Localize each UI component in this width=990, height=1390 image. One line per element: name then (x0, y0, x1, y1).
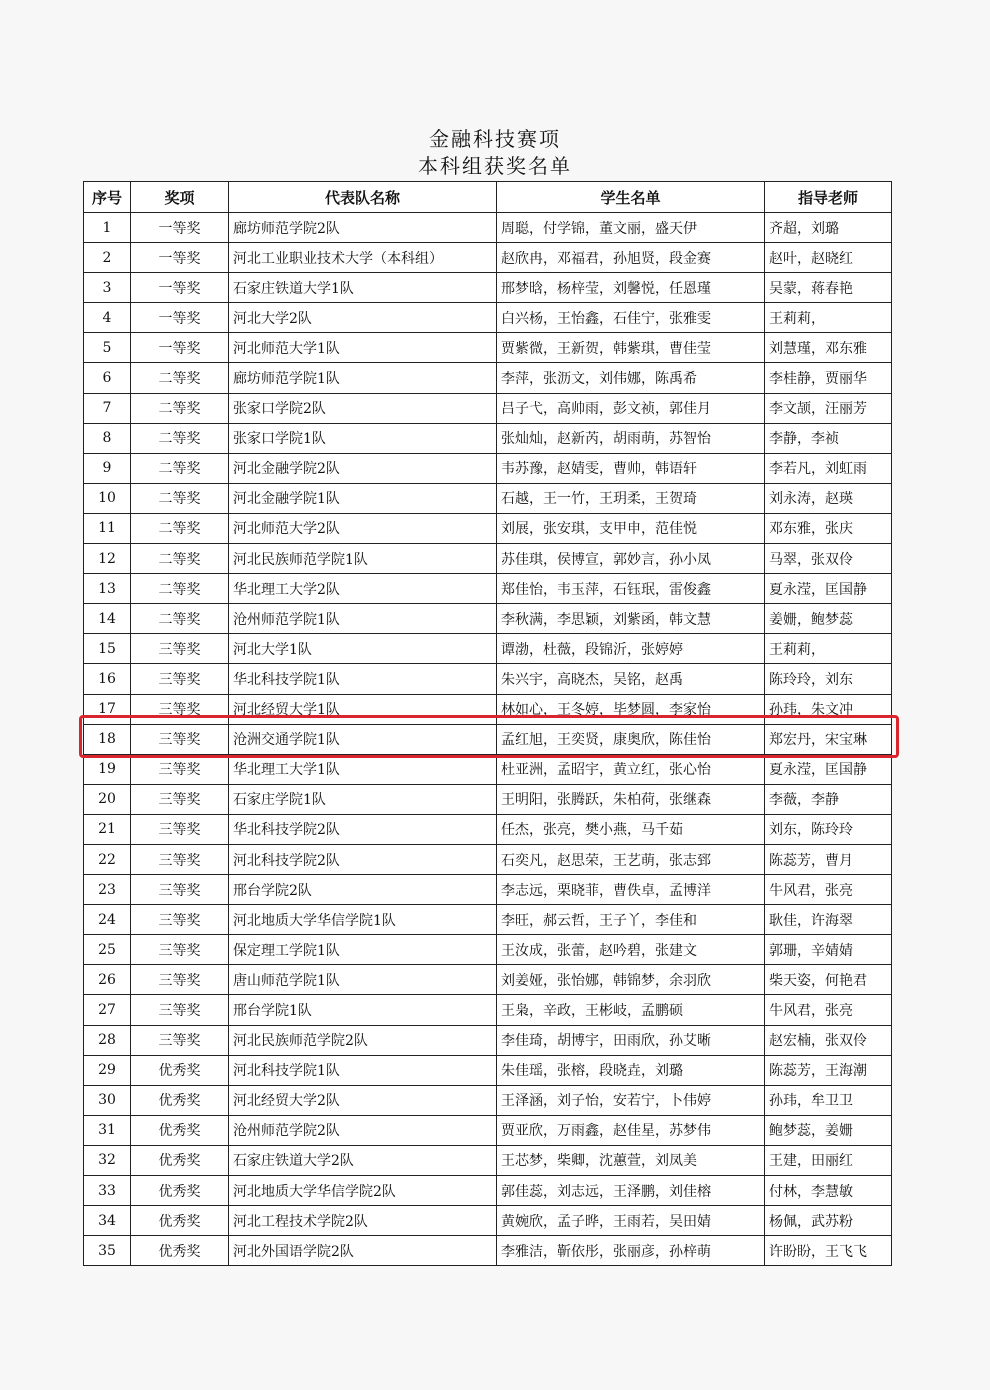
cell-team: 华北科技学院1队 (229, 664, 497, 694)
cell-award: 三等奖 (131, 844, 229, 874)
document-subtitle: 本科组获奖名单 (418, 154, 572, 178)
cell-team: 张家口学院2队 (229, 393, 497, 423)
cell-number: 22 (84, 844, 131, 874)
cell-number: 34 (84, 1206, 131, 1236)
cell-team: 石家庄学院1队 (229, 784, 497, 814)
cell-teachers: 陈玲玲，刘东 (765, 664, 892, 694)
table-row (84, 243, 892, 273)
award-table (83, 181, 892, 1266)
header-teachers: 指导老师 (765, 182, 892, 213)
cell-award: 优秀奖 (131, 1176, 229, 1206)
cell-number: 6 (84, 363, 131, 393)
header-number: 序号 (84, 182, 131, 213)
cell-award: 一等奖 (131, 213, 229, 243)
cell-number: 4 (84, 303, 131, 333)
cell-team: 华北理工大学2队 (229, 574, 497, 604)
cell-number: 28 (84, 1025, 131, 1055)
table-row (84, 423, 892, 453)
cell-teachers: 李薇，李静 (765, 784, 892, 814)
cell-number: 19 (84, 754, 131, 784)
cell-students: 谭渤，杜薇，段锦沂，张婷婷 (497, 634, 765, 664)
cell-award: 三等奖 (131, 634, 229, 664)
cell-award: 三等奖 (131, 814, 229, 844)
cell-teachers: 吴蒙，蒋春艳 (765, 273, 892, 303)
document-title: 金融科技赛项 (429, 127, 561, 151)
cell-students: 邢梦晗，杨梓莹，刘馨悦，任恩瑾 (497, 273, 765, 303)
cell-number: 26 (84, 965, 131, 995)
table-row (84, 995, 892, 1025)
cell-award: 三等奖 (131, 784, 229, 814)
table-row (84, 905, 892, 935)
cell-students: 周聪，付学锦，董文丽，盛天伊 (497, 213, 765, 243)
table-row (84, 393, 892, 423)
cell-students: 刘展，张安琪，支甲申，范佳悦 (497, 513, 765, 543)
cell-award: 一等奖 (131, 303, 229, 333)
cell-award: 优秀奖 (131, 1055, 229, 1085)
cell-number: 15 (84, 634, 131, 664)
cell-number: 8 (84, 423, 131, 453)
table-row (84, 1236, 892, 1266)
cell-teachers: 柴天姿，何艳君 (765, 965, 892, 995)
cell-teachers: 夏永滢，匡国静 (765, 754, 892, 784)
cell-award: 二等奖 (131, 513, 229, 543)
table-row (84, 574, 892, 604)
cell-award: 三等奖 (131, 754, 229, 784)
cell-team: 华北理工大学1队 (229, 754, 497, 784)
table-row (84, 1085, 892, 1115)
table-row (84, 303, 892, 333)
cell-team: 河北外国语学院2队 (229, 1236, 497, 1266)
cell-award: 二等奖 (131, 544, 229, 574)
cell-award: 二等奖 (131, 483, 229, 513)
cell-students: 贾紫微，王新贺，韩紫琪，曹佳莹 (497, 333, 765, 363)
cell-teachers: 王莉莉， (765, 634, 892, 664)
table-row (84, 875, 892, 905)
table-row (84, 724, 892, 754)
cell-students: 郭佳蕊，刘志远，王泽鹏，刘佳榕 (497, 1176, 765, 1206)
cell-students: 赵欣冉，邓福君，孙旭贤，段金赛 (497, 243, 765, 273)
cell-team: 河北大学1队 (229, 634, 497, 664)
table-row (84, 1055, 892, 1085)
cell-team: 石家庄铁道大学2队 (229, 1145, 497, 1175)
cell-award: 二等奖 (131, 393, 229, 423)
header-award: 奖项 (131, 182, 229, 213)
cell-team: 邢台学院1队 (229, 995, 497, 1025)
cell-team: 唐山师范学院1队 (229, 965, 497, 995)
cell-team: 廊坊师范学院1队 (229, 363, 497, 393)
cell-award: 二等奖 (131, 363, 229, 393)
cell-students: 朱兴宇，高晓杰，吴铭，赵禹 (497, 664, 765, 694)
cell-team: 邢台学院2队 (229, 875, 497, 905)
cell-team: 沧州师范学院2队 (229, 1115, 497, 1145)
cell-number: 21 (84, 814, 131, 844)
cell-number: 16 (84, 664, 131, 694)
cell-students: 石越，王一竹，王玥柔，王贺琦 (497, 483, 765, 513)
cell-students: 韦苏豫，赵婧雯，曹帅，韩语轩 (497, 453, 765, 483)
cell-award: 一等奖 (131, 273, 229, 303)
cell-team: 华北科技学院2队 (229, 814, 497, 844)
cell-team: 河北大学2队 (229, 303, 497, 333)
cell-team: 沧洲交通学院1队 (229, 724, 497, 754)
cell-award: 二等奖 (131, 423, 229, 453)
cell-students: 任杰，张亮，樊小燕，马千茹 (497, 814, 765, 844)
cell-students: 李秋满，李思颖，刘紫函，韩文慧 (497, 604, 765, 634)
cell-teachers: 耿佳，许海翠 (765, 905, 892, 935)
table-row (84, 333, 892, 363)
cell-teachers: 夏永滢，匡国静 (765, 574, 892, 604)
cell-number: 32 (84, 1145, 131, 1175)
cell-team: 河北民族师范学院2队 (229, 1025, 497, 1055)
cell-number: 9 (84, 453, 131, 483)
cell-teachers: 李文颉，汪丽芳 (765, 393, 892, 423)
cell-team: 廊坊师范学院2队 (229, 213, 497, 243)
cell-award: 三等奖 (131, 694, 229, 724)
cell-teachers: 齐超，刘璐 (765, 213, 892, 243)
cell-number: 7 (84, 393, 131, 423)
cell-students: 白兴杨，王怡鑫，石佳宁，张雅雯 (497, 303, 765, 333)
cell-team: 河北金融学院1队 (229, 483, 497, 513)
cell-team: 河北工程技术学院2队 (229, 1206, 497, 1236)
cell-number: 11 (84, 513, 131, 543)
cell-students: 贾亚欣，万雨鑫，赵佳星，苏梦伟 (497, 1115, 765, 1145)
cell-students: 孟红旭，王奕贤，康奥欣，陈佳怡 (497, 724, 765, 754)
cell-teachers: 付林，李慧敏 (765, 1176, 892, 1206)
table-row (84, 604, 892, 634)
cell-students: 李萍，张沥文，刘伟娜，陈禹希 (497, 363, 765, 393)
cell-number: 31 (84, 1115, 131, 1145)
cell-teachers: 马翠，张双伶 (765, 544, 892, 574)
cell-students: 苏佳琪，侯博宣，郭妙言，孙小凤 (497, 544, 765, 574)
cell-teachers: 牛风君，张亮 (765, 875, 892, 905)
cell-teachers: 李若凡，刘虹雨 (765, 453, 892, 483)
table-row (84, 363, 892, 393)
cell-team: 河北民族师范学院1队 (229, 544, 497, 574)
cell-award: 一等奖 (131, 333, 229, 363)
cell-award: 三等奖 (131, 664, 229, 694)
cell-number: 30 (84, 1085, 131, 1115)
table-row (84, 634, 892, 664)
cell-students: 朱佳瑶，张榕，段晓垚，刘璐 (497, 1055, 765, 1085)
table-row (84, 483, 892, 513)
cell-team: 沧州师范学院1队 (229, 604, 497, 634)
cell-team: 河北科技学院2队 (229, 844, 497, 874)
cell-students: 李佳琦，胡博宇，田雨欣，孙艾晰 (497, 1025, 765, 1055)
table-row (84, 1145, 892, 1175)
cell-award: 优秀奖 (131, 1085, 229, 1115)
cell-teachers: 李桂静，贾丽华 (765, 363, 892, 393)
cell-students: 刘姜娅，张怡娜，韩锦梦，余羽欣 (497, 965, 765, 995)
cell-teachers: 王莉莉， (765, 303, 892, 333)
cell-teachers: 赵宏楠，张双伶 (765, 1025, 892, 1055)
cell-award: 三等奖 (131, 1025, 229, 1055)
cell-team: 石家庄铁道大学1队 (229, 273, 497, 303)
cell-number: 1 (84, 213, 131, 243)
table-row (84, 784, 892, 814)
cell-number: 29 (84, 1055, 131, 1085)
cell-students: 郑佳怡，韦玉萍，石钰珉，雷俊鑫 (497, 574, 765, 604)
cell-award: 三等奖 (131, 995, 229, 1025)
cell-team: 河北经贸大学2队 (229, 1085, 497, 1115)
table-row (84, 544, 892, 574)
cell-number: 5 (84, 333, 131, 363)
cell-award: 优秀奖 (131, 1206, 229, 1236)
cell-team: 河北地质大学华信学院1队 (229, 905, 497, 935)
cell-students: 王芯梦，柴卿，沈蕙萱，刘凤美 (497, 1145, 765, 1175)
table-row (84, 1115, 892, 1145)
cell-award: 三等奖 (131, 875, 229, 905)
cell-number: 18 (84, 724, 131, 754)
cell-number: 23 (84, 875, 131, 905)
cell-award: 三等奖 (131, 724, 229, 754)
cell-award: 二等奖 (131, 453, 229, 483)
cell-teachers: 王建，田丽红 (765, 1145, 892, 1175)
cell-students: 李雅洁，靳依彤，张丽彦，孙梓萌 (497, 1236, 765, 1266)
cell-teachers: 赵叶，赵晓红 (765, 243, 892, 273)
cell-team: 河北金融学院2队 (229, 453, 497, 483)
cell-number: 17 (84, 694, 131, 724)
cell-team: 河北师范大学1队 (229, 333, 497, 363)
cell-team: 河北经贸大学1队 (229, 694, 497, 724)
table-row (84, 273, 892, 303)
cell-award: 一等奖 (131, 243, 229, 273)
cell-teachers: 郭珊，辛婧婧 (765, 935, 892, 965)
table-row (84, 694, 892, 724)
table-row (84, 935, 892, 965)
cell-teachers: 刘慧瑾，邓东雅 (765, 333, 892, 363)
cell-teachers: 孙玮，牟卫卫 (765, 1085, 892, 1115)
cell-teachers: 邓东雅，张庆 (765, 513, 892, 543)
cell-award: 优秀奖 (131, 1236, 229, 1266)
cell-students: 黄婉欣，孟子晔，王雨若，吴田婧 (497, 1206, 765, 1236)
cell-team: 河北师范大学2队 (229, 513, 497, 543)
table-row (84, 453, 892, 483)
cell-students: 李旺，郝云哲，王子丫，李佳和 (497, 905, 765, 935)
cell-team: 张家口学院1队 (229, 423, 497, 453)
cell-number: 27 (84, 995, 131, 1025)
cell-teachers: 牛风君，张亮 (765, 995, 892, 1025)
cell-team: 河北科技学院1队 (229, 1055, 497, 1085)
table-row (84, 1206, 892, 1236)
cell-number: 13 (84, 574, 131, 604)
table-header-row (84, 182, 892, 213)
cell-number: 2 (84, 243, 131, 273)
header-students: 学生名单 (497, 182, 765, 213)
cell-number: 33 (84, 1176, 131, 1206)
table-row (84, 1025, 892, 1055)
cell-students: 石奕凡，赵思荣，王艺萌，张志郅 (497, 844, 765, 874)
table-row (84, 513, 892, 543)
cell-teachers: 刘永涛，赵瑛 (765, 483, 892, 513)
cell-teachers: 李静，李祯 (765, 423, 892, 453)
cell-teachers: 姜姗，鲍梦蕊 (765, 604, 892, 634)
header-team: 代表队名称 (229, 182, 497, 213)
cell-students: 吕子弋，高帅雨，彭文祯，郭佳月 (497, 393, 765, 423)
cell-teachers: 陈蕊芳，曹月 (765, 844, 892, 874)
cell-number: 14 (84, 604, 131, 634)
table-row (84, 844, 892, 874)
cell-award: 三等奖 (131, 935, 229, 965)
cell-team: 河北工业职业技术大学（本科组） (229, 243, 497, 273)
cell-number: 35 (84, 1236, 131, 1266)
cell-teachers: 杨佩，武苏粉 (765, 1206, 892, 1236)
cell-teachers: 孙玮，朱文冲 (765, 694, 892, 724)
cell-number: 25 (84, 935, 131, 965)
cell-number: 24 (84, 905, 131, 935)
table-body (84, 213, 892, 1266)
cell-teachers: 许盼盼，王飞飞 (765, 1236, 892, 1266)
cell-students: 李志远，栗晓菲，曹佚卓，孟博洋 (497, 875, 765, 905)
table-row (84, 754, 892, 784)
table-row (84, 664, 892, 694)
cell-award: 优秀奖 (131, 1145, 229, 1175)
cell-award: 三等奖 (131, 905, 229, 935)
cell-number: 10 (84, 483, 131, 513)
cell-award: 优秀奖 (131, 1115, 229, 1145)
cell-award: 二等奖 (131, 574, 229, 604)
cell-students: 王明阳，张腾跃，朱柏荷，张继森 (497, 784, 765, 814)
cell-award: 二等奖 (131, 604, 229, 634)
cell-award: 三等奖 (131, 965, 229, 995)
cell-students: 王汝成，张蕾，赵吟碧，张建文 (497, 935, 765, 965)
cell-teachers: 刘东，陈玲玲 (765, 814, 892, 844)
cell-students: 王泽涵，刘子怡，安若宁，卜伟婷 (497, 1085, 765, 1115)
cell-number: 3 (84, 273, 131, 303)
table-row (84, 965, 892, 995)
cell-students: 林如心，王冬婷，毕梦圆，李家怡 (497, 694, 765, 724)
cell-team: 河北地质大学华信学院2队 (229, 1176, 497, 1206)
cell-teachers: 陈蕊芳，王海潮 (765, 1055, 892, 1085)
cell-team: 保定理工学院1队 (229, 935, 497, 965)
table-row (84, 814, 892, 844)
cell-number: 12 (84, 544, 131, 574)
table-row (84, 1176, 892, 1206)
cell-teachers: 鲍梦蕊，姜姗 (765, 1115, 892, 1145)
cell-number: 20 (84, 784, 131, 814)
cell-students: 张灿灿，赵新芮，胡雨萌，苏智怡 (497, 423, 765, 453)
cell-teachers: 郑宏丹，宋宝琳 (765, 724, 892, 754)
cell-students: 王枭，辛政，王彬岐，孟鹏硕 (497, 995, 765, 1025)
cell-students: 杜亚洲，孟昭宇，黄立红，张心怡 (497, 754, 765, 784)
table-row (84, 213, 892, 243)
